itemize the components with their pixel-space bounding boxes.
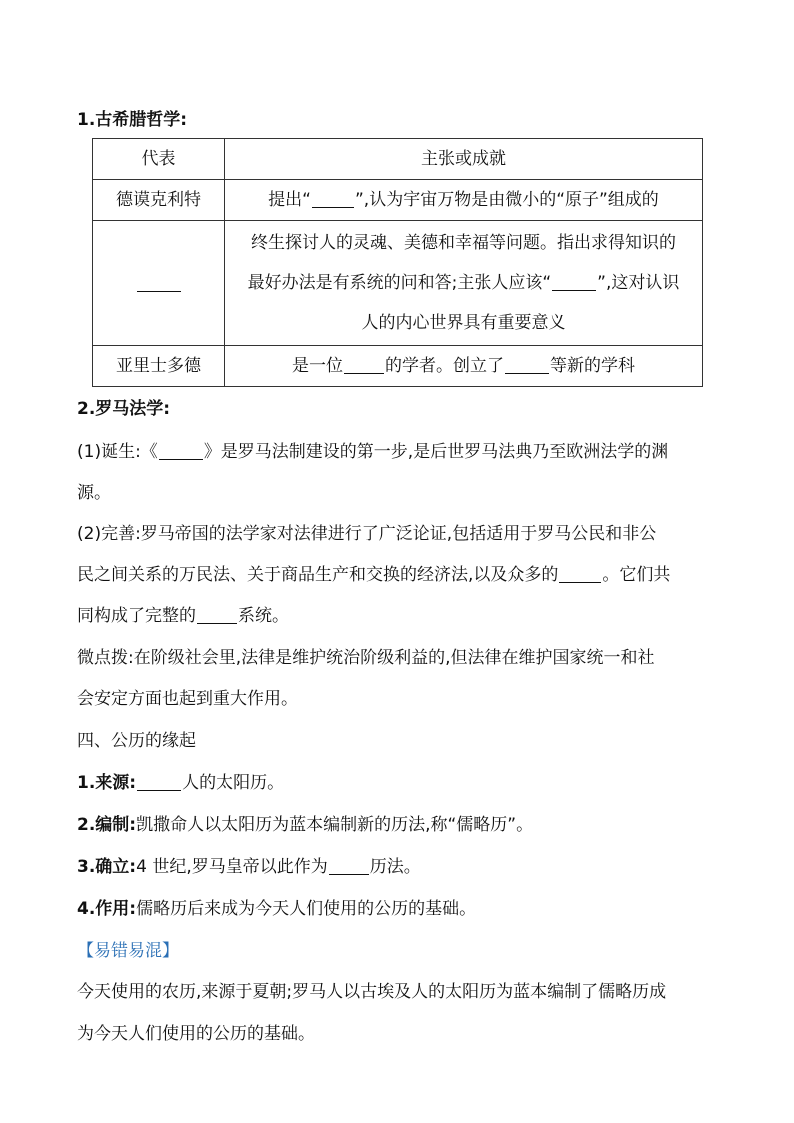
table-cell-name-blank [93, 221, 225, 346]
section-title-calendar: 四、公历的缘起 [77, 731, 196, 751]
calendar-item-source: 1.来源: 人的太阳历。 [77, 773, 285, 793]
fill-blank[interactable] [344, 355, 384, 374]
fill-blank[interactable] [552, 272, 596, 291]
calendar-item-establish: 3.确立:4 世纪,罗马皇帝以此作为 历法。 [77, 857, 421, 877]
fill-blank[interactable] [159, 441, 203, 460]
table-row [93, 221, 703, 346]
fill-blank[interactable] [505, 355, 549, 374]
fill-blank[interactable] [559, 564, 601, 583]
paragraph-improvement: (2)完善:罗马帝国的法学家对法律进行了广泛论证,包括适用于罗马公民和非公 [77, 524, 657, 544]
section-title-greek-philosophy: 1.古希腊哲学: [77, 110, 188, 130]
table-header-row [93, 139, 703, 180]
paragraph-birth-cont: 源。 [77, 483, 111, 503]
note-line-1: 今天使用的农历,来源于夏朝;罗马人以古埃及人的太阳历为蓝本编制了儒略历成 [77, 982, 667, 1002]
section-title-roman-law: 2.罗马法学: [77, 399, 171, 419]
philosophy-table [92, 138, 703, 387]
calendar-item-role: 4.作用:儒略历后来成为今天人们使用的公历的基础。 [77, 899, 477, 919]
paragraph-improvement-cont: 民之间关系的万民法、关于商品生产和交换的经济法,以及众多的 。它们共 [77, 565, 671, 585]
note-line-2: 为今天人们使用的公历的基础。 [77, 1024, 315, 1044]
fill-blank[interactable] [197, 605, 237, 624]
paragraph-birth: (1)诞生:《 》是罗马法制建设的第一步,是后世罗马法典乃至欧洲法学的渊 [77, 442, 669, 462]
paragraph-improvement-end: 同构成了完整的 系统。 [77, 606, 289, 626]
fill-blank[interactable] [137, 273, 181, 292]
table-row [93, 180, 703, 221]
table-row [93, 346, 703, 387]
table-header-representative: 代表 [93, 139, 225, 180]
table-cell-claim: 是一位 的学者。创立了 等新的学科 [225, 346, 703, 387]
table-cell-name: 亚里士多德 [93, 346, 225, 387]
note-title: 【易错易混】 [77, 941, 179, 961]
fill-blank[interactable] [329, 856, 369, 875]
tip-line-2: 会安定方面也起到重大作用。 [77, 689, 298, 709]
table-cell-claim: 终生探讨人的灵魂、美德和幸福等问题。指出求得知识的 最好办法是有系统的问和答;主张人应该“ ”,这对认识 人的内心世界具有重要意义 [225, 221, 703, 346]
table-header-claims: 主张或成就 [225, 139, 703, 180]
fill-blank[interactable] [312, 189, 354, 208]
table-cell-name: 德谟克利特 [93, 180, 225, 221]
table-cell-claim: 提出“ ”,认为宇宙万物是由微小的“原子”组成的 [225, 180, 703, 221]
tip-line-1: 微点拨:在阶级社会里,法律是维护统治阶级利益的,但法律在维护国家统一和社 [77, 648, 655, 668]
fill-blank[interactable] [137, 772, 181, 791]
calendar-item-compile: 2.编制:凯撒命人以太阳历为蓝本编制新的历法,称“儒略历”。 [77, 815, 534, 835]
